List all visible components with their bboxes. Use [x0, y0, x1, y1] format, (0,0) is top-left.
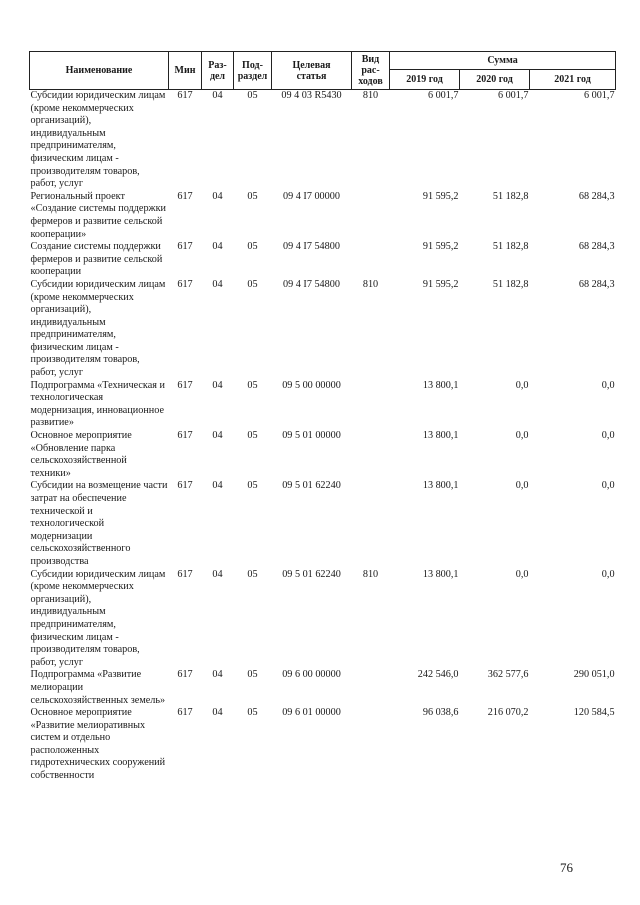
row-2020: 6 001,7 [497, 90, 529, 101]
header-min: Мин [169, 52, 202, 90]
row-2021: 68 284,3 [578, 278, 615, 290]
row-min: 617 [177, 430, 193, 442]
row-name: Основное мероприятие «Обновление парка сельскохозяйственной техники» [30, 430, 132, 479]
row-2019: 13 800,1 [422, 379, 459, 391]
row-2021: 0,0 [601, 430, 615, 442]
row-min: 617 [177, 669, 193, 681]
row-2020: 0,0 [515, 568, 529, 580]
table-row [30, 669, 616, 707]
row-podrazdel: 05 [247, 278, 258, 290]
header-target: Целевая статья [272, 52, 352, 90]
row-2021: 120 584,5 [573, 707, 615, 719]
row-min: 617 [177, 480, 193, 492]
row-vid [352, 480, 390, 568]
page-number: 76 [560, 860, 573, 875]
row-2020: 51 182,8 [492, 278, 529, 290]
row-target: 09 4 I7 54800 [283, 278, 340, 290]
row-2021: 0,0 [601, 379, 615, 391]
row-podrazdel: 05 [247, 480, 258, 492]
table-row [30, 279, 616, 380]
row-razdel: 04 [212, 190, 223, 202]
table-row [30, 90, 616, 191]
row-2021: 0,0 [601, 480, 615, 492]
row-2021: 0,0 [601, 568, 615, 580]
row-target: 09 5 00 00000 [282, 379, 341, 391]
row-name: Региональный проект «Создание системы поддержки фермеров и развитие сельской кооперации» [30, 190, 166, 240]
header-2021: 2021 год [530, 70, 616, 90]
row-2019: 13 800,1 [422, 480, 459, 492]
row-min: 617 [177, 278, 193, 290]
row-podrazdel: 05 [247, 241, 258, 253]
row-min: 617 [177, 190, 193, 202]
row-target: 09 4 03 R5430 [281, 90, 342, 101]
row-razdel: 04 [212, 480, 223, 492]
row-podrazdel: 05 [247, 190, 258, 202]
row-vid [352, 380, 390, 430]
row-razdel: 04 [212, 90, 223, 101]
row-podrazdel: 05 [247, 430, 258, 442]
table-row [30, 191, 616, 241]
row-target: 09 4 I7 54800 [283, 241, 340, 253]
row-2019: 91 595,2 [422, 278, 459, 290]
row-min: 617 [177, 90, 193, 101]
row-2020: 51 182,8 [492, 241, 529, 253]
header-2020: 2020 год [460, 70, 530, 90]
row-vid [352, 430, 390, 480]
table-row [30, 241, 616, 279]
table-row [30, 480, 616, 568]
row-2019: 6 001,7 [427, 90, 459, 101]
header-summa: Сумма [390, 52, 616, 70]
row-razdel: 04 [212, 241, 223, 253]
row-vid [352, 191, 390, 241]
row-name: Создание системы поддержки фермеров и развитие сельской кооперации [30, 241, 163, 278]
row-name: Основное мероприятие «Развитие мелиоративных систем и отдельно расположенных гидротехнических сооружений собственности [30, 707, 166, 782]
row-2020: 362 577,6 [487, 669, 529, 681]
row-name: Подпрограмма «Развитие мелиорации сельскохозяйственных земель» [30, 669, 166, 706]
row-2019: 91 595,2 [422, 241, 459, 253]
row-2019: 91 595,2 [422, 190, 459, 202]
row-razdel: 04 [212, 669, 223, 681]
row-target: 09 5 01 00000 [282, 430, 341, 442]
row-name: Субсидии юридическим лицам (кроме некоммерческих организаций), индивидуальным предпринимателям, физическим лицам - производителям товаров, работ, услуг [30, 278, 166, 379]
row-target: 09 5 01 62240 [282, 568, 341, 580]
row-2019: 13 800,1 [422, 430, 459, 442]
row-vid: 810 [362, 90, 379, 101]
row-target: 09 6 00 00000 [282, 669, 341, 681]
row-podrazdel: 05 [247, 90, 258, 101]
row-name: Субсидии юридическим лицам (кроме некоммерческих организаций), индивидуальным предпринимателям, физическим лицам - производителям товаров, работ, услуг [30, 90, 166, 190]
row-2020: 51 182,8 [492, 190, 529, 202]
row-podrazdel: 05 [247, 707, 258, 719]
row-2019: 13 800,1 [422, 568, 459, 580]
budget-table [29, 51, 616, 783]
row-2020: 0,0 [515, 430, 529, 442]
row-2020: 216 070,2 [487, 707, 529, 719]
row-razdel: 04 [212, 278, 223, 290]
row-min: 617 [177, 568, 193, 580]
row-name: Субсидии на возмещение части затрат на обеспечение технической и технологической модернизации сельскохозяйственного производства [30, 480, 168, 567]
table-row [30, 430, 616, 480]
row-2021: 68 284,3 [578, 190, 615, 202]
header-vid: Вид рас- ходов [352, 52, 390, 90]
row-razdel: 04 [212, 430, 223, 442]
row-podrazdel: 05 [247, 669, 258, 681]
table-header [30, 52, 616, 90]
table-row [30, 569, 616, 670]
row-podrazdel: 05 [247, 568, 258, 580]
row-vid [352, 669, 390, 707]
row-razdel: 04 [212, 707, 223, 719]
row-vid [352, 241, 390, 279]
row-razdel: 04 [212, 379, 223, 391]
table-row [30, 380, 616, 430]
row-2021: 290 051,0 [573, 669, 615, 681]
header-name: Наименование [30, 52, 169, 90]
header-2019: 2019 год [390, 70, 460, 90]
row-vid: 810 [362, 568, 379, 580]
table-row [30, 707, 616, 783]
row-min: 617 [177, 241, 193, 253]
row-2020: 0,0 [515, 379, 529, 391]
row-2021: 6 001,7 [583, 90, 615, 101]
row-min: 617 [177, 379, 193, 391]
row-vid: 810 [362, 278, 379, 290]
row-2020: 0,0 [515, 480, 529, 492]
row-target: 09 4 I7 00000 [283, 190, 340, 202]
table-body [30, 90, 616, 783]
row-min: 617 [177, 707, 193, 719]
row-2019: 242 546,0 [417, 669, 459, 681]
header-razdel: Раз- дел [202, 52, 234, 90]
row-podrazdel: 05 [247, 379, 258, 391]
row-razdel: 04 [212, 568, 223, 580]
row-2021: 68 284,3 [578, 241, 615, 253]
row-2019: 96 038,6 [422, 707, 459, 719]
row-name: Субсидии юридическим лицам (кроме некоммерческих организаций), индивидуальным предпринимателям, физическим лицам - производителям товаров, работ, услуг [30, 568, 166, 668]
header-podrazdel: Под- раздел [234, 52, 272, 90]
row-name: Подпрограмма «Техническая и технологическая модернизация, инновационное развитие» [30, 379, 165, 429]
row-target: 09 5 01 62240 [282, 480, 341, 492]
row-target: 09 6 01 00000 [282, 707, 341, 719]
row-vid [352, 707, 390, 783]
